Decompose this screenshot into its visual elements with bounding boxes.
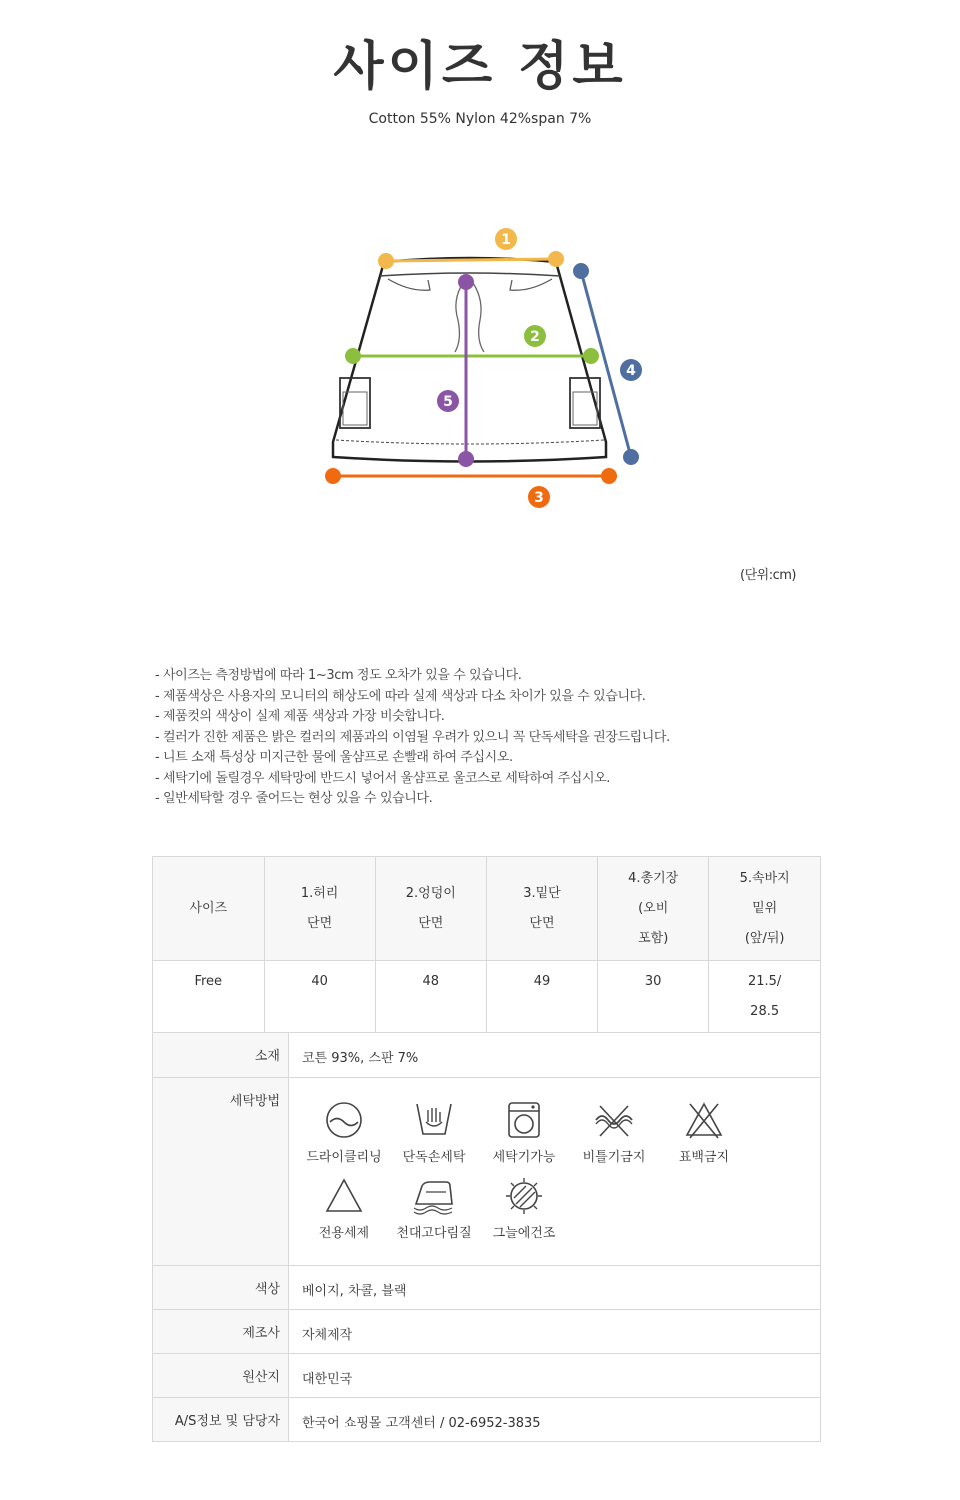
wash-item-machine: 세탁기가능	[479, 1100, 569, 1176]
wash-item-iron: 천대고다림질	[389, 1176, 479, 1252]
cell-size: Free	[153, 961, 265, 1033]
page-title: 사이즈 정보	[333, 37, 627, 97]
info-row-material	[153, 1033, 821, 1078]
header-hip: 2.엉덩이 단면	[375, 857, 486, 961]
svg-text:1: 1	[501, 232, 511, 248]
wash-item-no-bleach: 표백금지	[659, 1100, 749, 1176]
as-value: 한국어 쇼핑몰 고객센터 / 02-6952-3835	[289, 1398, 821, 1442]
svg-text:2: 2	[530, 329, 540, 345]
cell-length: 30	[598, 961, 709, 1033]
cell-hip: 48	[375, 961, 486, 1033]
note-line: - 사이즈는 측정방법에 따라 1~3cm 정도 오차가 있을 수 있습니다.	[155, 668, 522, 683]
wash-item-hand-wash: 단독손세탁	[389, 1100, 479, 1176]
svg-text:4: 4	[626, 363, 636, 379]
info-row-wash	[153, 1078, 821, 1266]
unit-label: (단위:cm)	[740, 568, 796, 583]
origin-label: 원산지	[153, 1354, 289, 1398]
table-row	[153, 961, 821, 1033]
header-hem: 3.밑단 단면	[486, 857, 597, 961]
iron-cloth-icon	[412, 1176, 456, 1216]
material-value: 코튼 93%, 스판 7%	[289, 1033, 821, 1078]
hand-wash-icon	[414, 1100, 454, 1140]
wash-item-shade-dry: 그늘에건조	[479, 1176, 569, 1252]
note-line: - 제품색상은 사용자의 모니터의 해상도에 따라 실제 색상과 다소 차이가 있을 수 있습니다.	[155, 688, 646, 704]
header-rise: 5.속바지 밑위 (앞/뒤)	[709, 857, 821, 961]
header-size: 사이즈	[153, 857, 265, 961]
cell-hem: 49	[486, 961, 597, 1033]
note-line: - 제품컷의 색상이 실제 제품 색상과 가장 비슷합니다.	[155, 709, 445, 724]
info-row-color	[153, 1266, 821, 1310]
size-table	[152, 856, 821, 1033]
header-waist: 1.허리 단면	[264, 857, 375, 961]
color-value: 베이지, 차콜, 블랙	[289, 1266, 821, 1310]
maker-value: 자체제작	[289, 1310, 821, 1354]
color-label: 색상	[153, 1266, 289, 1310]
skirt-illustration	[310, 218, 670, 518]
shade-dry-icon	[504, 1176, 544, 1216]
size-notes	[155, 666, 670, 810]
svg-text:3: 3	[534, 490, 544, 506]
info-row-origin	[153, 1354, 821, 1398]
origin-value: 대한민국	[289, 1354, 821, 1398]
wash-item-detergent: 전용세제	[299, 1176, 389, 1252]
note-line: - 컬러가 진한 제품은 밝은 컬러의 제품과의 이염될 우려가 있으니 꼭 단독세탁을 권장드립니다.	[155, 729, 670, 745]
maker-label: 제조사	[153, 1310, 289, 1354]
size-table-header	[153, 857, 821, 961]
note-line: - 일반세탁할 경우 줄어드는 현상 있을 수 있습니다.	[155, 791, 433, 806]
note-line: - 세탁기에 돌릴경우 세탁망에 반드시 넣어서 울샴프로 울코스로 세탁하여 주십시오.	[155, 770, 610, 786]
svg-text:5: 5	[443, 394, 453, 410]
info-row-as	[153, 1398, 821, 1442]
material-label: 소재	[153, 1033, 289, 1078]
cell-waist: 40	[264, 961, 375, 1033]
wash-label: 세탁방법	[153, 1078, 289, 1266]
washing-machine-icon	[504, 1100, 544, 1140]
no-bleach-icon	[684, 1100, 724, 1140]
info-row-maker	[153, 1310, 821, 1354]
detergent-icon	[324, 1176, 364, 1216]
wash-item-dry-clean: 드라이클리닝	[299, 1100, 389, 1176]
note-line: - 니트 소재 특성상 미지근한 물에 울샴프로 손빨래 하여 주십시오.	[155, 750, 513, 765]
fabric-composition: Cotton 55% Nylon 42%span 7%	[368, 111, 592, 127]
skirt-diagram	[310, 218, 670, 518]
wash-icons	[299, 1100, 759, 1252]
cell-rise: 21.5/ 28.5	[709, 961, 821, 1033]
dry-clean-icon	[324, 1100, 364, 1140]
header-length: 4.총기장 (오비 포함)	[598, 857, 709, 961]
product-info-table	[152, 1032, 821, 1442]
wash-item-no-wring: 비틀기금지	[569, 1100, 659, 1176]
no-wring-icon	[592, 1100, 636, 1140]
as-label: A/S정보 및 담당자	[153, 1398, 289, 1442]
